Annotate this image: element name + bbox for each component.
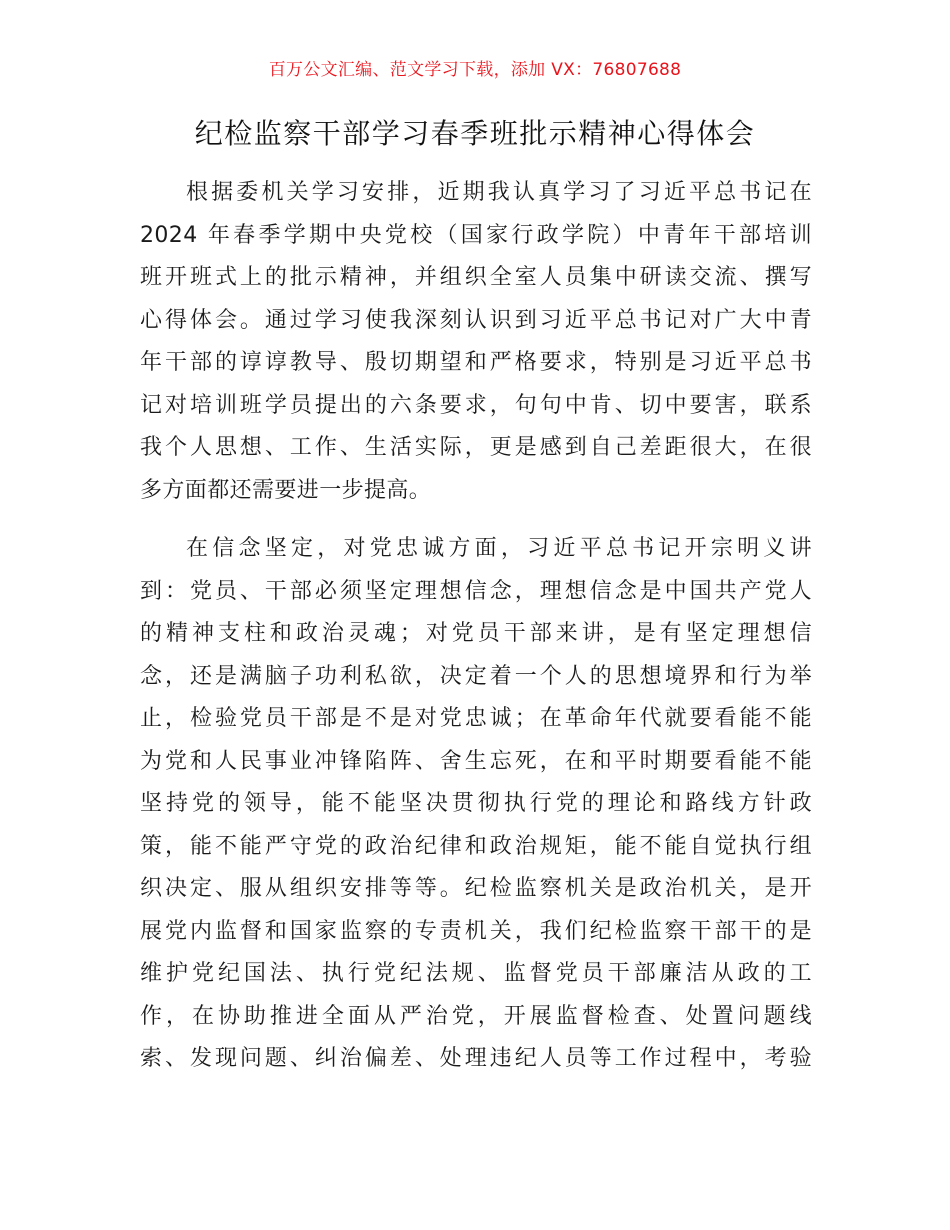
- paragraph-2: [140, 528, 812, 1081]
- header-watermark-note: 百万公文汇编、范文学习下载，添加 VX：76807688: [268, 60, 682, 80]
- text-line: 念，还是满脑子功利私欲，决定着一个人的思想境界和行为举: [140, 663, 812, 689]
- text-line: 为党和人民事业冲锋陷阵、舍生忘死，在和平时期要看能不能: [140, 748, 812, 774]
- text-line: 作，在协助推进全面从严治党，开展监督检查、处置问题线: [140, 1003, 812, 1029]
- text-line: 展党内监督和国家监察的专责机关，我们纪检监察干部干的是: [140, 918, 812, 944]
- text-line: 在信念坚定，对党忠诚方面，习近平总书记开宗明义讲: [186, 536, 812, 561]
- document-title: 纪检监察干部学习春季班批示精神心得体会: [194, 117, 756, 150]
- text-line: 记对培训班学员提出的六条要求，句句中肯、切中要害，联系: [140, 392, 812, 418]
- text-line: 织决定、服从组织安排等等。纪检监察机关是政治机关，是开: [140, 876, 812, 901]
- text-line: 班开班式上的批示精神，并组织全室人员集中研读交流、撰写: [140, 265, 812, 290]
- text-line: 我个人思想、工作、生活实际，更是感到自己差距很大，在很: [140, 435, 812, 460]
- text-line: 索、发现问题、纠治偏差、处理违纪人员等工作过程中，考验: [140, 1046, 812, 1071]
- paragraph-1: [140, 172, 812, 512]
- document-body: [140, 172, 812, 1081]
- text-line: 止，检验党员干部是不是对党忠诚；在革命年代就要看能不能: [140, 706, 812, 731]
- text-line: 的精神支柱和政治灵魂；对党员干部来讲，是有坚定理想信: [140, 621, 812, 646]
- text-line: 年干部的谆谆教导、殷切期望和严格要求，特别是习近平总书: [140, 350, 812, 375]
- text-line: 到：党员、干部必须坚定理想信念，理想信念是中国共产党人: [140, 578, 812, 604]
- text-line: 2024 年春季学期中央党校（国家行政学院）中青年干部培训: [140, 222, 812, 248]
- text-line: 根据委机关学习安排，近期我认真学习了习近平总书记在: [186, 180, 812, 205]
- text-line: 多方面都还需要进一步提高。: [140, 477, 432, 503]
- text-line: 坚持党的领导，能不能坚决贯彻执行党的理论和路线方针政: [140, 791, 812, 816]
- paragraph-spacer: [140, 512, 812, 528]
- text-line: 心得体会。通过学习使我深刻认识到习近平总书记对广大中青: [140, 307, 812, 333]
- text-line: 策，能不能严守党的政治纪律和政治规矩，能不能自觉执行组: [140, 833, 812, 859]
- text-line: 维护党纪国法、执行党纪法规、监督党员干部廉洁从政的工: [140, 961, 812, 986]
